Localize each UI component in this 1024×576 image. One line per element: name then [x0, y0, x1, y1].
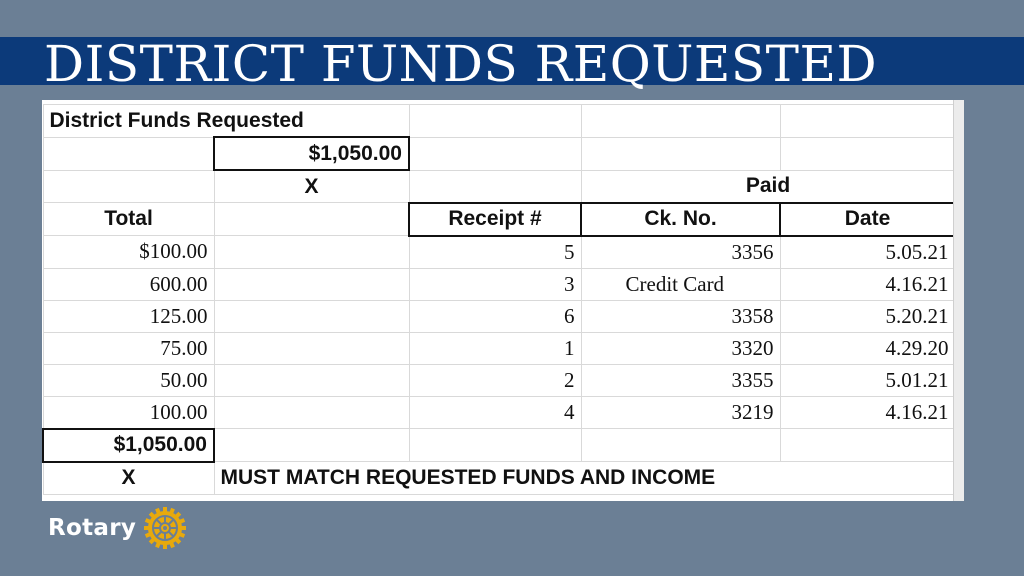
cell-date: 4.16.21 [780, 396, 955, 429]
cell-receipt: 6 [409, 300, 581, 332]
footer-mark: X [43, 462, 214, 495]
table-row [43, 364, 955, 396]
sheet-heading: District Funds Requested [43, 105, 409, 138]
sum-total: $1,050.00 [43, 429, 214, 462]
cell-receipt: 2 [409, 364, 581, 396]
cell-total: 600.00 [43, 268, 214, 300]
cell-check: Credit Card [581, 268, 780, 300]
cell-check: 3219 [581, 396, 780, 429]
requested-amount: $1,050.00 [214, 137, 409, 170]
rotary-wheel-icon [142, 505, 188, 551]
cell-total: 125.00 [43, 300, 214, 332]
header-receipt: Receipt # [409, 203, 581, 236]
cell-check: 3320 [581, 332, 780, 364]
cell-check: 3358 [581, 300, 780, 332]
header-row [43, 203, 955, 236]
cell-total: $100.00 [43, 236, 214, 269]
cell-check: 3355 [581, 364, 780, 396]
cell-receipt: 1 [409, 332, 581, 364]
logo-text: Rotary [48, 515, 137, 541]
header-check: Ck. No. [581, 203, 780, 236]
table-row [43, 105, 955, 138]
slide-title: DISTRICT FUNDS REQUESTED [44, 35, 878, 93]
requested-mark: X [214, 170, 409, 203]
cell-total: 75.00 [43, 332, 214, 364]
spreadsheet [42, 100, 964, 501]
cell-check: 3356 [581, 236, 780, 269]
cell-date: 5.05.21 [780, 236, 955, 269]
table-row [43, 300, 955, 332]
table-row [43, 462, 955, 495]
table-row [43, 268, 955, 300]
cell-receipt: 4 [409, 396, 581, 429]
funds-table [42, 104, 956, 495]
cell-receipt: 5 [409, 236, 581, 269]
header-date: Date [780, 203, 955, 236]
footer-note: MUST MATCH REQUESTED FUNDS AND INCOME [214, 462, 955, 495]
table-row [43, 332, 955, 364]
paid-label: Paid [581, 170, 955, 203]
header-total: Total [43, 203, 214, 236]
sheet-edge [953, 100, 964, 501]
cell-total: 50.00 [43, 364, 214, 396]
cell-receipt: 3 [409, 268, 581, 300]
table-row [43, 170, 955, 203]
table-row [43, 137, 955, 170]
cell-date: 5.01.21 [780, 364, 955, 396]
table-row [43, 396, 955, 429]
rotary-logo [48, 505, 188, 551]
cell-date: 4.16.21 [780, 268, 955, 300]
cell-total: 100.00 [43, 396, 214, 429]
cell-date: 5.20.21 [780, 300, 955, 332]
cell-date: 4.29.20 [780, 332, 955, 364]
table-row [43, 236, 955, 269]
table-row [43, 429, 955, 462]
